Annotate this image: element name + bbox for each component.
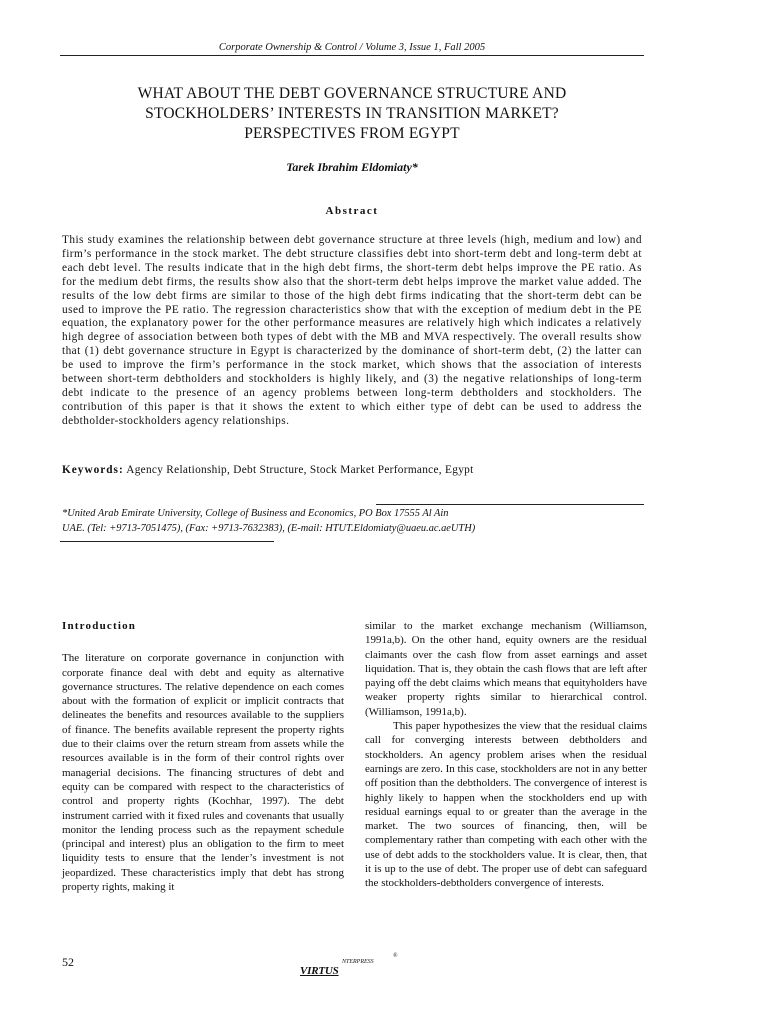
author-footnote xyxy=(62,506,642,536)
title-line: PERSPECTIVES FROM EGYPT xyxy=(244,125,460,142)
abstract-heading: Abstract xyxy=(325,205,379,217)
title-line: STOCKHOLDERS’ INTERESTS IN TRANSITION MARKET? xyxy=(145,105,559,122)
keywords-text: Agency Relationship, Debt Structure, Stock Market Performance, Egypt xyxy=(126,464,474,476)
article-title xyxy=(60,84,644,144)
body-paragraph: This paper hypothesizes the view that the residual claims call for converging interests between debtholders and stockholders. An agency problem arises when the residual earnings are zero. In this case, stockholders are not in any better off position than the debtholders. The convergence of interest is highly likely to happen when the stockholders end up with residual earnings equal to or greater than the average in the market. The two sources of financing, then, will be complementary rather than competing with each other with the use of debt adds to the stockholders value. It is clear, then, that it is up to the use of debt. The proper use of debt can safeguard the stockholders-debtholders convergence of interests. xyxy=(365,720,647,890)
body-paragraph: The literature on corporate governance in conjunction with corporate finance deal with debt and equity as alternative governance structures. The relative dependence on each comes about with the formation of explicit or implicit contracts that delineates the benefits and resources available to the suppliers of finance. The benefits available represent the property rights due to their claims over the return stream from assets while the resources available is in the form of their control rights over managerial decisions. The financing structures of debt and equity can be compared with respect to the characteristics of control and property rights (Kochhar, 1997). The debt instrument carried with it fixed rules and covenants that usually monitor the lending process such as the repayment schedule (principal and interest) plus an obligation to the firm to meet liquidity tests to ensure that the lender’s investment is not jeopardized. These characteristics imply that debt has strong property rights, making it xyxy=(62,652,344,894)
footnote-bottom-rule xyxy=(60,541,274,542)
registered-mark-icon: ® xyxy=(393,953,398,959)
introduction-heading: Introduction xyxy=(62,620,137,632)
author-name: Tarek Ibrahim Eldomiaty* xyxy=(286,160,418,174)
running-head: Corporate Ownership & Control / Volume 3, Issue 1, Fall 2005 xyxy=(60,42,644,56)
publisher-logo-text: VIRTUS xyxy=(300,965,339,977)
footnote-line: UAE. (Tel: +9713-7051475), (Fax: +9713-7632383), (E-mail: HTUT.Eldomiaty@uaeu.ac.aeUTH) xyxy=(62,523,476,534)
abstract-text: This study examines the relationship between debt governance structure at three levels (high, medium and low) and firm’s performance in the stock market. The debt structure classifies debt into short-term debt and long-term debt at each debt level. The results indicate that in the high debt firms, the short-term debt helps improve the PE ratio. As for the medium debt firms, the results show also that the short-term debt helps improve the market value added. The results of the low debt firms are similar to those of the high debt firms indicating that the short-term debt can be used to improve the PE ratio. The regression characteristics show that with the exception of medium debt in the PE equation, the explanatory power for the other performance measures are relatively high which indicates a relatively high degree of association between both types of debt with the MB and MVA respectively. The overall results show that (1) debt governance structure in Egypt is characterized by the dominance of short-term debt, (2) the latter can be used to improve the firm’s performance in the stock market, which shows that the association of interests between short-term debtholders and stockholders is highly likely, and (3) the negative relationships of long-term debt indicate to the presence of an agency problems between long-term debtholders and stockholders. The contribution of this paper is that it shows the extent to which either type of debt can be used to address the debtholder-stockholders agency relationships. xyxy=(62,234,642,427)
left-column xyxy=(62,619,344,894)
page-number: 52 xyxy=(62,955,74,969)
footnote-top-rule xyxy=(376,504,644,505)
body-paragraph: similar to the market exchange mechanism (Williamson, 1991a,b). On the other hand, equity owners are the residual claimants over the cash flow from asset earnings and asset liquidation. That is, they obtain the cash flows that are left after paying off the debt claims which means that equityholders have weaker property rights similar to hierarchical control. (Williamson, 1991a,b). xyxy=(365,620,647,718)
keywords xyxy=(62,464,642,476)
title-line: WHAT ABOUT THE DEBT GOVERNANCE STRUCTURE AND xyxy=(137,85,567,102)
footnote-line: *United Arab Emirate University, College of Business and Economics, PO Box 17555 Al Ain xyxy=(62,508,449,519)
publisher-logo xyxy=(300,953,410,983)
publisher-logo-subtext: NTERPRESS xyxy=(342,959,374,965)
keywords-label: Keywords: xyxy=(62,464,124,476)
right-column xyxy=(365,619,647,891)
